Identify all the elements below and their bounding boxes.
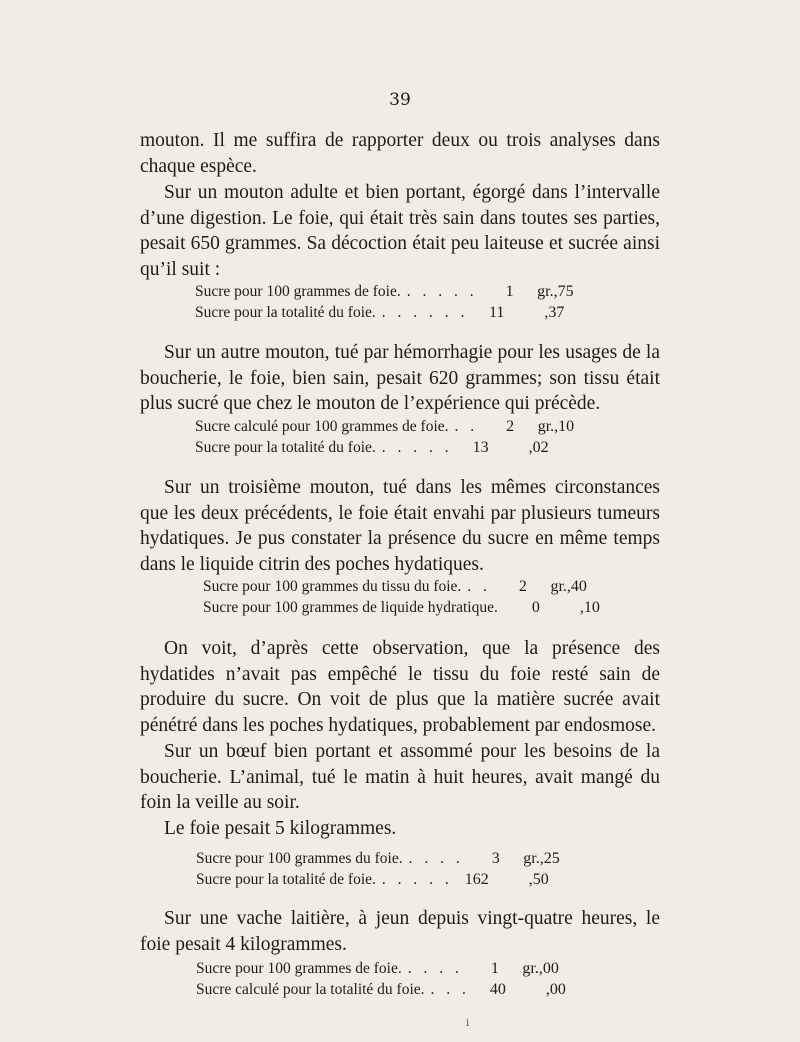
table-row: Sucre pour la totalité de foie. . . . . . 162 ,50 <box>196 871 549 888</box>
footer-mark: i <box>466 1018 470 1029</box>
table-second-mouton <box>195 418 665 460</box>
table-boeuf <box>196 850 666 892</box>
table-row: Sucre pour 100 grammes de liquide hydratique. 0 ,10 <box>203 599 600 616</box>
table-third-mouton <box>203 578 673 620</box>
table-row: Sucre pour la totalité du foie. . . . . . . 11 ,37 <box>195 304 565 321</box>
paragraph-continuation: mouton. Il me suffira de rapporter deux ou trois analyses dans chaque espèce. <box>140 130 660 177</box>
table-row: Sucre pour 100 grammes du foie. . . . . 3 gr.,25 <box>196 850 560 867</box>
paragraph-foie-boeuf: Le foie pesait 5 kilogrammes. <box>164 818 397 839</box>
page-number: 39 <box>389 90 411 110</box>
paragraph-third-mouton: Sur un troisième mouton, tué dans les mêmes circonstances que les deux précédents, le foie était envahi par plusieurs tumeurs hydatiques. Je pus constater la présence du sucre en même temps dans le liquide citrin des poches hydatiques. <box>140 477 660 575</box>
paragraph-second-mouton: Sur un autre mouton, tué par hémorrhagie pour les usages de la boucherie, le foie, bien sain, pesait 620 grammes; son tissu était plus sucré que chez le mouton de l’expérience qui précède. <box>140 342 660 414</box>
paragraph-vache: Sur une vache laitière, à jeun depuis vingt-quatre heures, le foie pesait 4 kilogrammes. <box>140 908 660 955</box>
table-row: Sucre calculé pour 100 grammes de foie. . . 2 gr.,10 <box>195 418 575 435</box>
table-row: Sucre pour 100 grammes de foie. . . . . . 1 gr.,75 <box>195 283 574 300</box>
table-row: Sucre calculé pour la totalité du foie. . . . 40 ,00 <box>196 981 566 998</box>
table-row: Sucre pour 100 grammes du tissu du foie. . . 2 gr.,40 <box>203 578 587 595</box>
paragraph-boeuf: Sur un bœuf bien portant et assommé pour les besoins de la boucherie. L’animal, tué le matin à huit heures, avait mangé du foin la veille au soir. <box>140 741 660 813</box>
paragraph-first-mouton: Sur un mouton adulte et bien portant, égorgé dans l’intervalle d’une digestion. Le foie, qui était très sain dans toutes ses parties, pesait 650 grammes. Sa décoction était peu laiteuse et sucrée ainsi qu’il suit : <box>140 182 660 280</box>
table-first-mouton <box>195 283 665 325</box>
table-row: Sucre pour la totalité du foie. . . . . . 13 ,02 <box>195 439 549 456</box>
table-row: Sucre pour 100 grammes de foie. . . . . 1 gr.,00 <box>196 960 559 977</box>
table-vache <box>196 960 666 1002</box>
paragraph-hydatides: On voit, d’après cette observation, que la présence des hydatides n’avait pas empêché le tissu du foie resté sain de produire du sucre. On voit de plus que la matière sucrée avait pénétré dans les poches hydatiques, probablement par endosmose. <box>140 638 660 736</box>
